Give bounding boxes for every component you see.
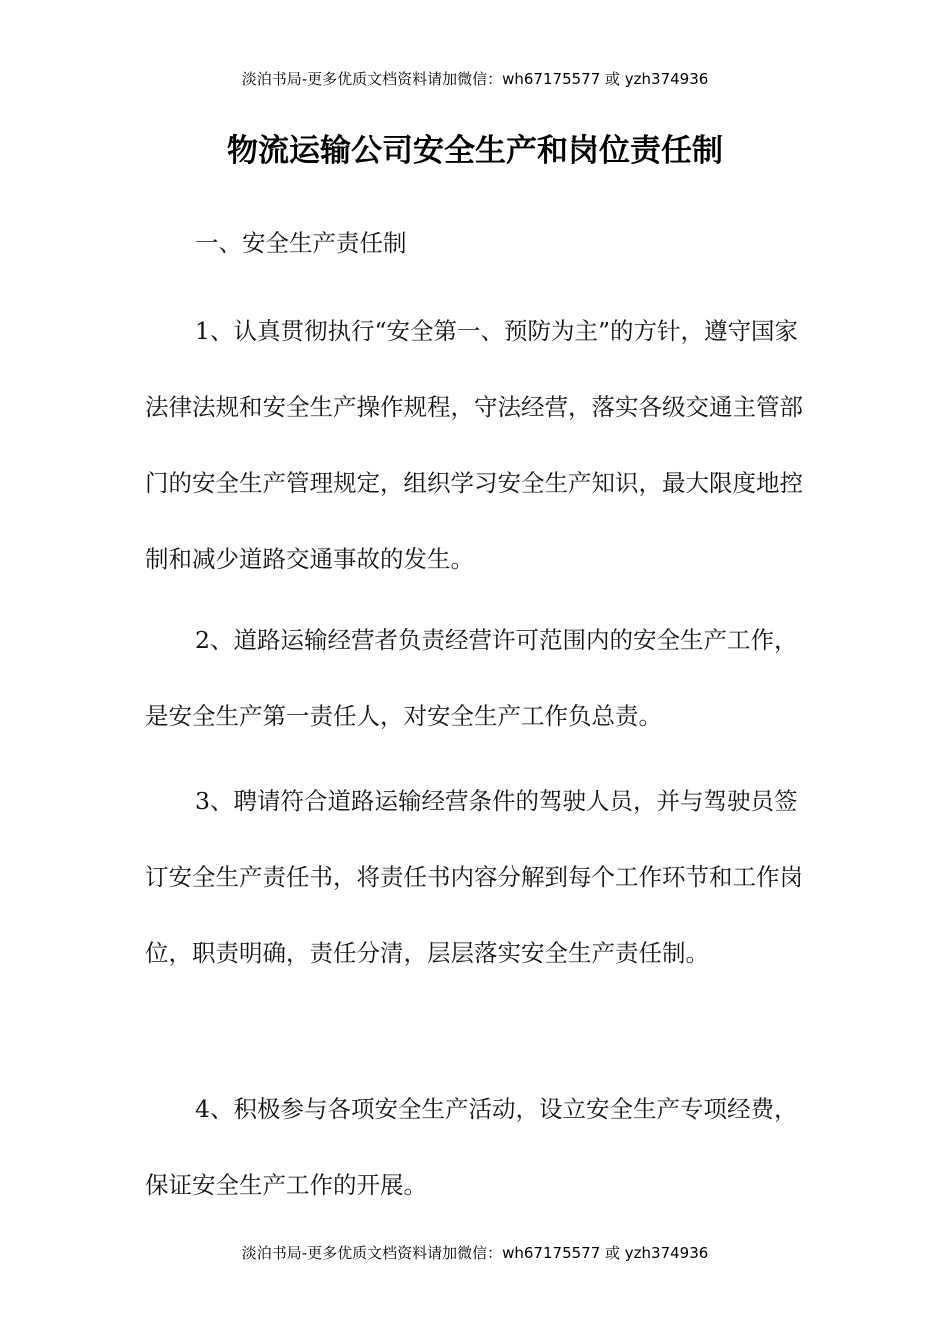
header-watermark: 淡泊书局-更多优质文档资料请加微信：wh67175577 或 yzh374936 [241,70,709,88]
footer-watermark: 淡泊书局-更多优质文档资料请加微信：wh67175577 或 yzh374936 [241,1244,709,1262]
paragraph-4: 4、积极参与各项安全生产活动，设立安全生产专项经费，保证安全生产工作的开展。 [145,1095,798,1199]
document-title: 物流运输公司安全生产和岗位责任制 [227,133,723,169]
paragraph-2: 2、道路运输经营者负责经营许可范围内的安全生产工作，是安全生产第一责任人，对安全生产工作负总责。 [145,626,798,730]
paragraph-1: 1、认真贯彻执行“安全第一、预防为主”的方针，遵守国家法律法规和安全生产操作规程，守法经营，落实各级交通主管部门的安全生产管理规定，组织学习安全生产知识，最大限度地控制和减少道路交通事故的发生。 [145,317,803,573]
section-heading: 一、安全生产责任制 [195,229,407,257]
paragraph-3: 3、聘请符合道路运输经营条件的驾驶人员，并与驾驶员签订安全生产责任书，将责任书内容分解到每个工作环节和工作岗位，职责明确，责任分清，层层落实安全生产责任制。 [145,787,803,967]
